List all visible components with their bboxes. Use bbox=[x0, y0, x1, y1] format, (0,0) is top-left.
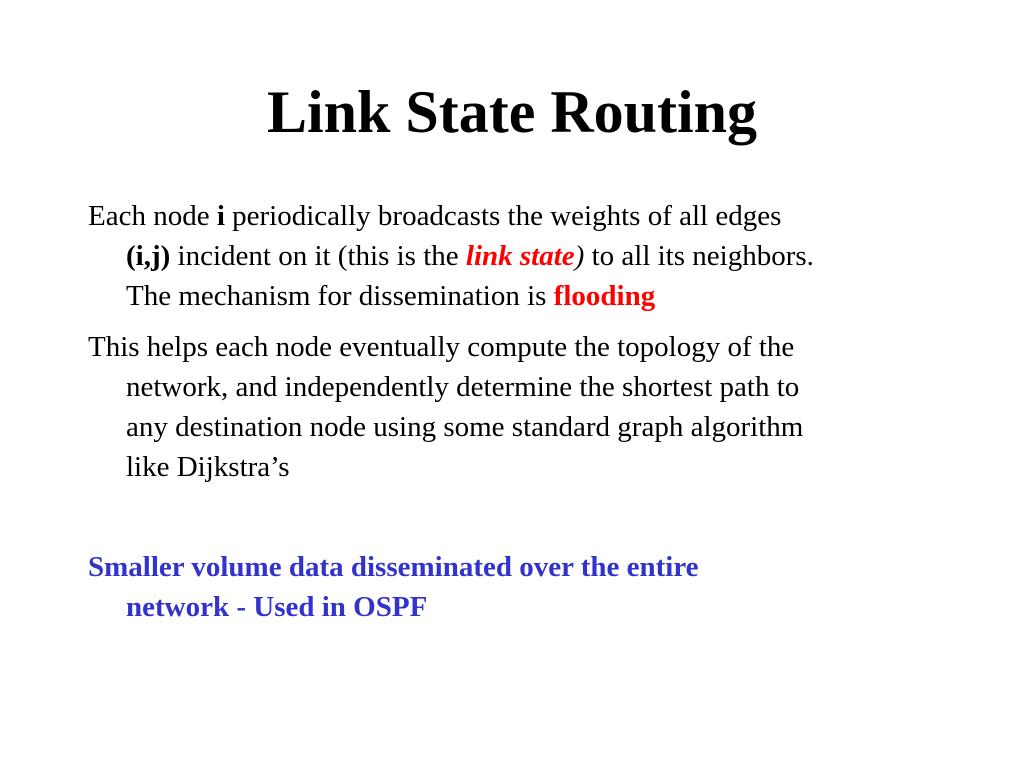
paragraph-line: like Dijkstra’s bbox=[126, 451, 290, 483]
text-run: periodically broadcasts the weights of all edges bbox=[224, 200, 782, 232]
paragraph-link-state-broadcast bbox=[88, 196, 968, 316]
text-run: to all its neighbors. bbox=[584, 240, 814, 272]
text-run: Each node bbox=[88, 200, 217, 232]
paragraph-line: Smaller volume data disseminated over the entire bbox=[88, 551, 699, 583]
paragraph-ospf-note bbox=[88, 547, 968, 627]
paragraph-topology bbox=[88, 327, 968, 487]
link-state-highlight: link state bbox=[465, 240, 575, 272]
node-i-term: i bbox=[216, 200, 225, 232]
text-run: incident on it (this is the bbox=[170, 240, 466, 272]
slide-title: Link State Routing bbox=[266, 79, 758, 145]
paragraph-line bbox=[88, 276, 968, 316]
edge-ij-term: (i,j) bbox=[126, 240, 171, 272]
paragraph-line: network - Used in OSPF bbox=[126, 591, 428, 623]
paragraph-line: any destination node using some standard graph algorithm bbox=[126, 411, 804, 443]
paragraph-line: network, and independently determine the shortest path to bbox=[126, 371, 800, 403]
flooding-highlight: flooding bbox=[553, 280, 656, 312]
paragraph-line bbox=[88, 196, 968, 236]
paragraph-line: This helps each node eventually compute the topology of the bbox=[88, 331, 795, 363]
text-run: The mechanism for dissemination is bbox=[126, 280, 554, 312]
paragraph-line bbox=[88, 236, 968, 276]
text-run: ) bbox=[574, 240, 585, 272]
